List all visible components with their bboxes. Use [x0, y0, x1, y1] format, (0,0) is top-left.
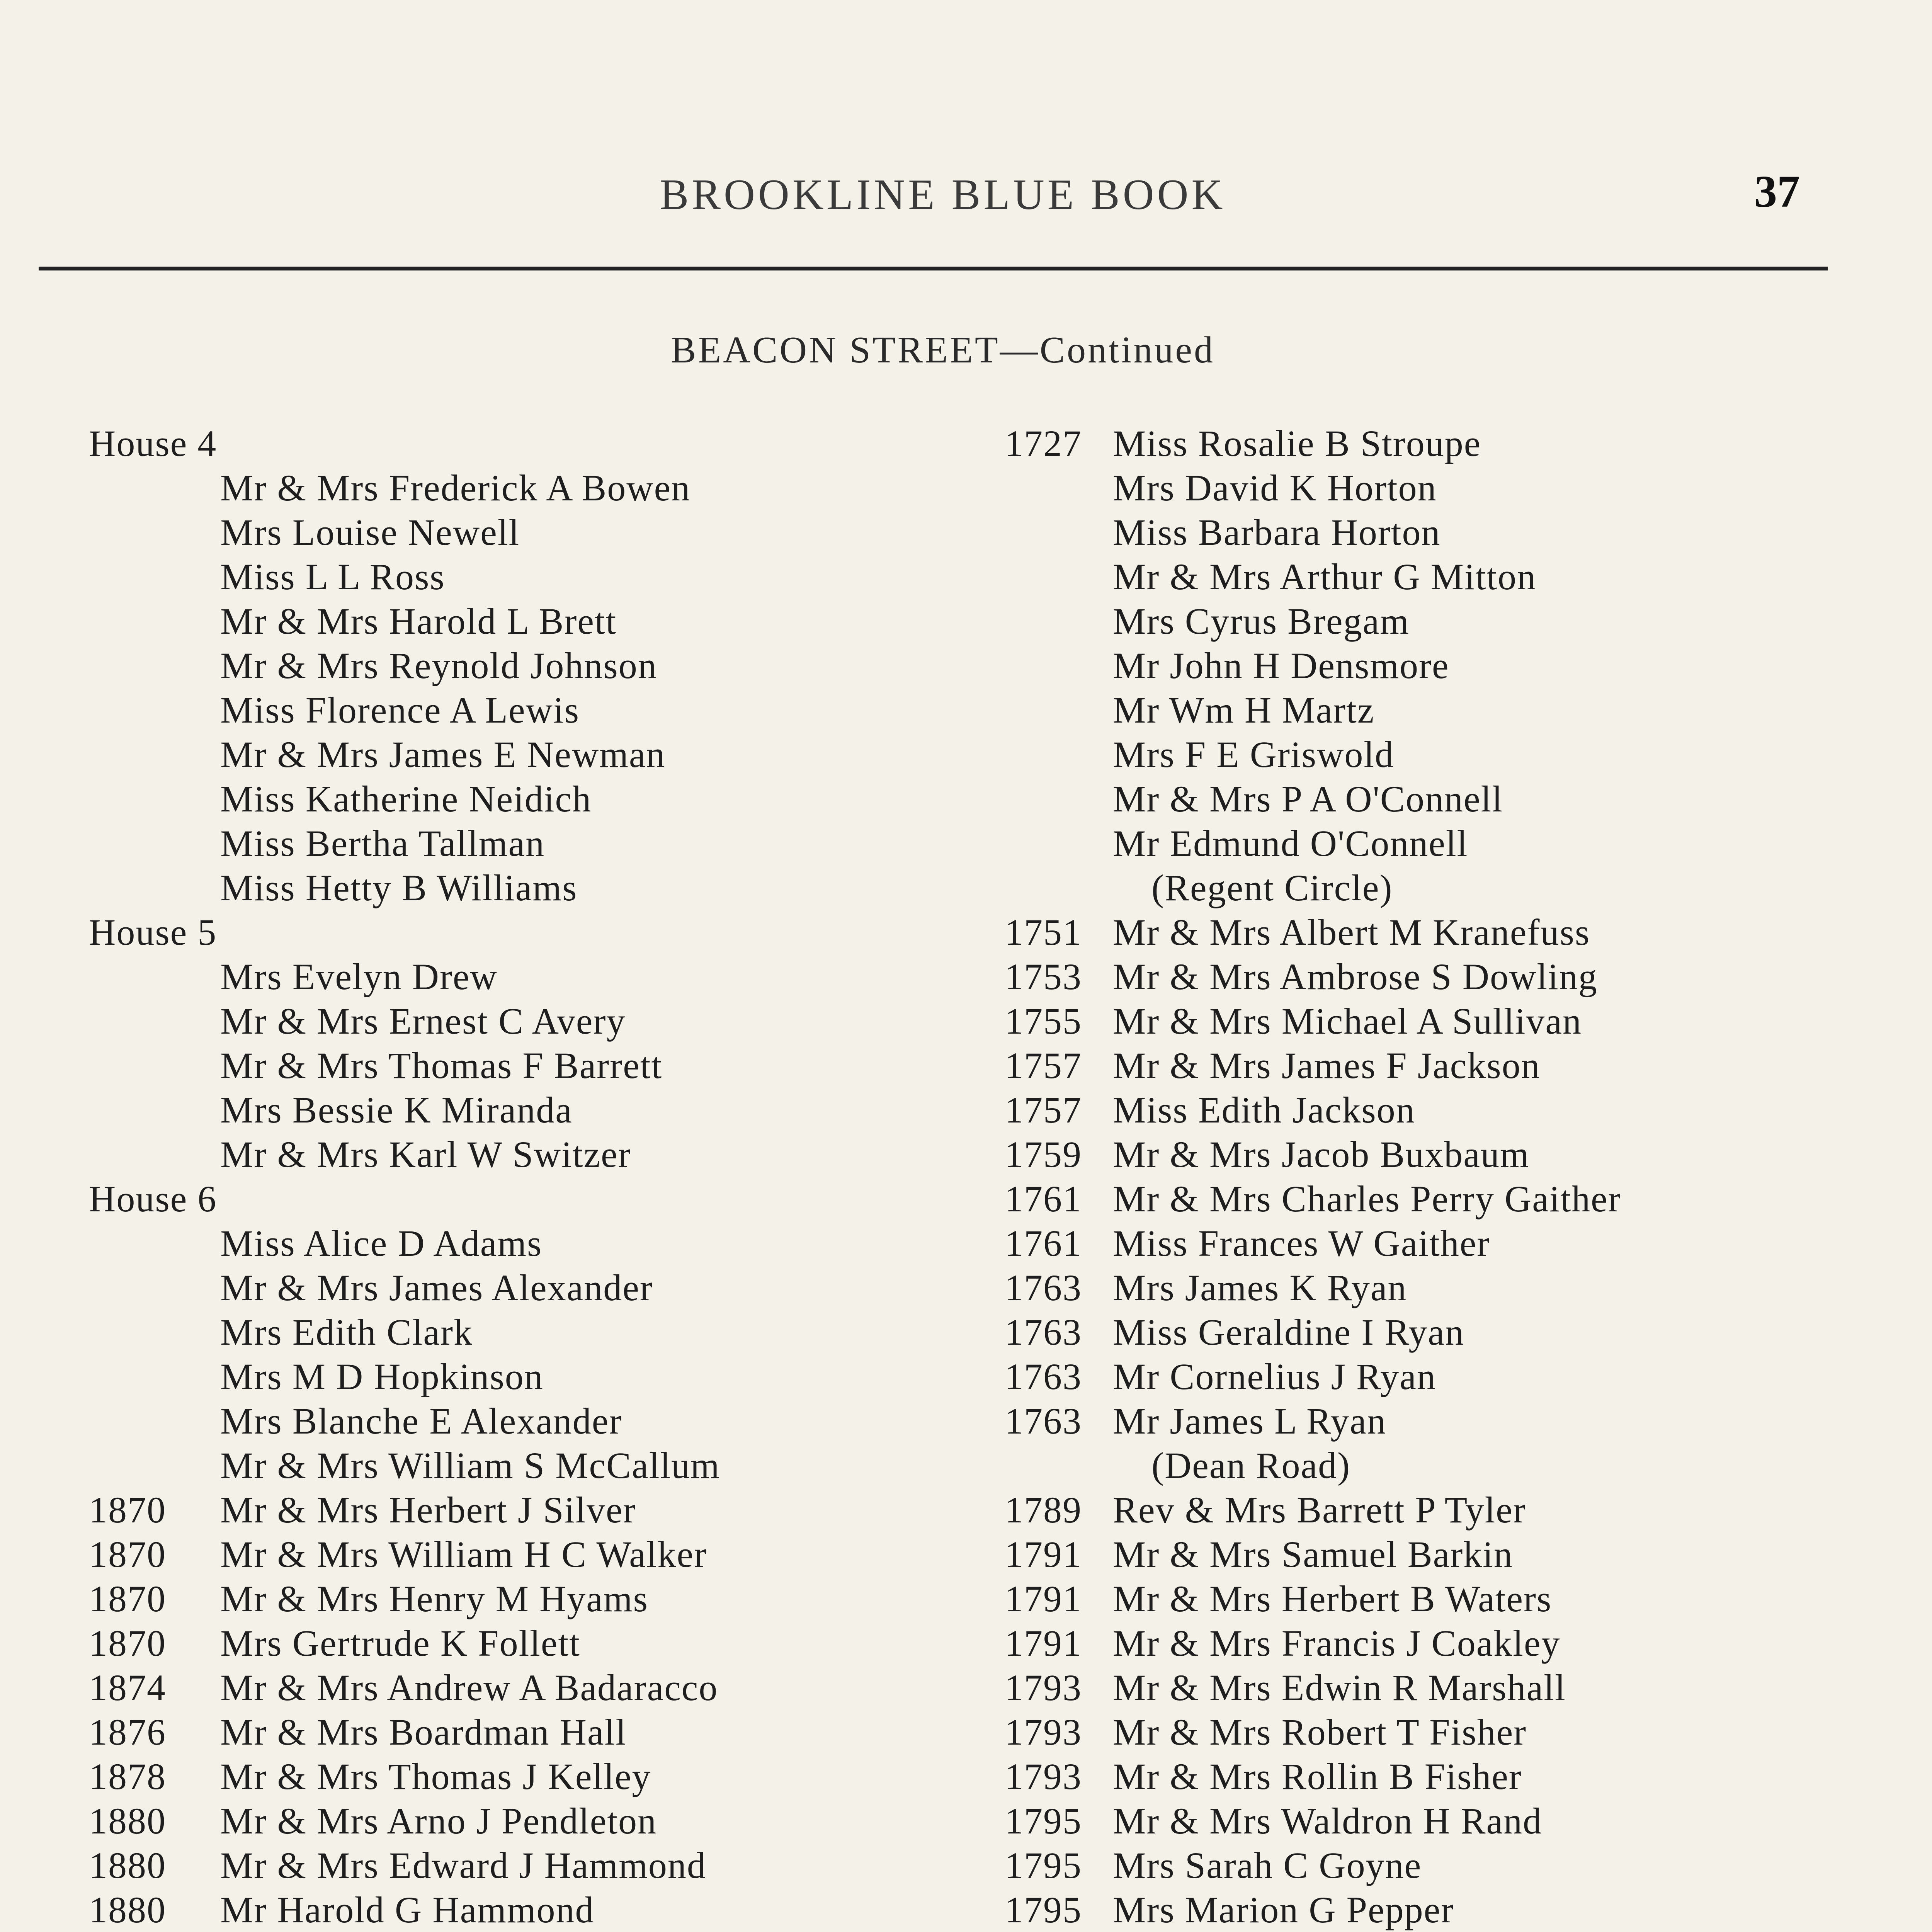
right-column	[985, 421, 1878, 1932]
house-number: 1793	[1005, 1756, 1082, 1797]
house-number: 1880	[89, 1800, 166, 1842]
directory-entry	[89, 1177, 958, 1221]
directory-entry	[89, 821, 958, 866]
house-number: 1880	[89, 1889, 166, 1930]
directory-entry	[985, 954, 1878, 999]
resident-name: Mr & Mrs Frederick A Bowen	[220, 467, 691, 509]
resident-name: Mrs M D Hopkinson	[220, 1356, 544, 1397]
directory-entry	[89, 1754, 958, 1799]
resident-name: Mrs Gertrude K Follett	[220, 1622, 580, 1664]
resident-name: Mr & Mrs Waldron H Rand	[1113, 1800, 1543, 1842]
directory-entry	[985, 1088, 1878, 1132]
resident-name: Miss Edith Jackson	[1113, 1089, 1415, 1131]
resident-name: Mr & Mrs Reynold Johnson	[220, 645, 657, 686]
resident-name: Mr Cornelius J Ryan	[1113, 1356, 1436, 1397]
resident-name: Mr & Mrs James Alexander	[220, 1267, 653, 1308]
directory-entry	[985, 643, 1878, 688]
resident-name: Mr & Mrs Herbert B Waters	[1113, 1578, 1552, 1619]
directory-entry	[985, 777, 1878, 821]
running-header	[0, 166, 1932, 247]
resident-name: Mrs Louise Newell	[220, 512, 520, 553]
house-number: 1755	[1005, 1000, 1082, 1042]
resident-name: Miss Geraldine I Ryan	[1113, 1311, 1464, 1353]
running-title: BROOKLINE BLUE BOOK	[660, 171, 1226, 219]
directory-entry	[89, 1088, 958, 1132]
directory-entry	[985, 866, 1878, 910]
directory-entry	[985, 599, 1878, 643]
directory-entry	[985, 999, 1878, 1043]
house-heading: House 6	[89, 1178, 217, 1219]
resident-name: Mr Harold G Hammond	[220, 1889, 595, 1930]
directory-entry	[89, 1310, 958, 1354]
directory-entry	[985, 554, 1878, 599]
resident-name: Mr & Mrs William H C Walker	[220, 1534, 707, 1575]
resident-name: Mr & Mrs Jacob Buxbaum	[1113, 1134, 1530, 1175]
directory-entry	[985, 1843, 1878, 1888]
resident-name: Mrs David K Horton	[1113, 467, 1437, 509]
house-number: 1876	[89, 1711, 166, 1753]
directory-entry	[985, 510, 1878, 554]
directory-entry	[985, 821, 1878, 866]
house-number: 1759	[1005, 1134, 1082, 1175]
cross-street-heading: (Regent Circle)	[1151, 867, 1393, 908]
resident-name: Mr & Mrs William S McCallum	[220, 1445, 720, 1486]
house-number: 1789	[1005, 1489, 1082, 1531]
resident-name: Mr & Mrs Samuel Barkin	[1113, 1534, 1513, 1575]
directory-entry	[89, 1265, 958, 1310]
directory-entry	[89, 1710, 958, 1754]
house-number: 1870	[89, 1578, 166, 1619]
directory-entry	[985, 1132, 1878, 1177]
directory-entry	[985, 1265, 1878, 1310]
house-number: 1763	[1005, 1311, 1082, 1353]
directory-entry	[89, 421, 958, 466]
directory-entry	[985, 1221, 1878, 1265]
directory-entry	[89, 466, 958, 510]
directory-entry	[89, 954, 958, 999]
house-number: 1874	[89, 1667, 166, 1708]
resident-name: Miss Florence A Lewis	[220, 689, 580, 731]
directory-entry	[89, 732, 958, 777]
directory-entry	[89, 1843, 958, 1888]
resident-name: Mr & Mrs Arthur G Mitton	[1113, 556, 1537, 597]
directory-entry	[89, 999, 958, 1043]
house-number: 1870	[89, 1622, 166, 1664]
resident-name: Mrs James K Ryan	[1113, 1267, 1407, 1308]
resident-name: Mr & Mrs Karl W Switzer	[220, 1134, 631, 1175]
directory-entry	[89, 1532, 958, 1577]
house-number: 1761	[1005, 1223, 1082, 1264]
directory-entry	[985, 466, 1878, 510]
resident-name: Miss L L Ross	[220, 556, 445, 597]
resident-name: Mrs Blanche E Alexander	[220, 1400, 622, 1442]
directory-entry	[89, 910, 958, 954]
house-number: 1793	[1005, 1667, 1082, 1708]
left-column	[89, 421, 958, 1932]
house-number: 1795	[1005, 1889, 1082, 1930]
house-number: 1795	[1005, 1800, 1082, 1842]
resident-name: Mr & Mrs Herbert J Silver	[220, 1489, 636, 1531]
house-number: 1751	[1005, 912, 1082, 953]
resident-name: Mr & Mrs Ambrose S Dowling	[1113, 956, 1598, 997]
resident-name: Rev & Mrs Barrett P Tyler	[1113, 1489, 1526, 1531]
resident-name: Miss Rosalie B Stroupe	[1113, 423, 1481, 464]
house-number: 1753	[1005, 956, 1082, 997]
directory-entry	[985, 1177, 1878, 1221]
directory-entry	[985, 1488, 1878, 1532]
directory-entry	[985, 1621, 1878, 1665]
resident-name: Mr & Mrs Harold L Brett	[220, 600, 617, 642]
house-number: 1793	[1005, 1711, 1082, 1753]
resident-name: Mr & Mrs Albert M Kranefuss	[1113, 912, 1590, 953]
directory-entry	[89, 1399, 958, 1443]
directory-entry	[89, 688, 958, 732]
directory-entry	[89, 643, 958, 688]
house-number: 1757	[1005, 1089, 1082, 1131]
resident-name: Mr & Mrs Henry M Hyams	[220, 1578, 648, 1619]
resident-name: Mr & Mrs Ernest C Avery	[220, 1000, 626, 1042]
house-number: 1727	[1005, 423, 1082, 464]
resident-name: Miss Frances W Gaither	[1113, 1223, 1490, 1264]
resident-name: Mrs Evelyn Drew	[220, 956, 498, 997]
resident-name: Mr & Mrs Robert T Fisher	[1113, 1711, 1527, 1753]
house-number: 1795	[1005, 1845, 1082, 1886]
house-number: 1870	[89, 1489, 166, 1531]
directory-entry	[89, 1443, 958, 1488]
resident-name: Mr & Mrs Michael A Sullivan	[1113, 1000, 1582, 1042]
directory-entry	[89, 1488, 958, 1532]
resident-name: Mr & Mrs Andrew A Badaracco	[220, 1667, 718, 1708]
resident-name: Mr & Mrs P A O'Connell	[1113, 778, 1503, 820]
resident-name: Miss Katherine Neidich	[220, 778, 592, 820]
resident-name: Mr & Mrs Charles Perry Gaither	[1113, 1178, 1621, 1219]
directory-entry	[985, 1754, 1878, 1799]
resident-name: Mr & Mrs James F Jackson	[1113, 1045, 1541, 1086]
directory-entry	[985, 421, 1878, 466]
resident-name: Mrs F E Griswold	[1113, 734, 1395, 775]
resident-name: Mr John H Densmore	[1113, 645, 1449, 686]
resident-name: Miss Alice D Adams	[220, 1223, 543, 1264]
header-rule	[39, 267, 1828, 270]
directory-entry	[89, 1132, 958, 1177]
resident-name: Mr & Mrs Boardman Hall	[220, 1711, 627, 1753]
resident-name: Mr & Mrs Edwin R Marshall	[1113, 1667, 1566, 1708]
resident-name: Mr & Mrs James E Newman	[220, 734, 666, 775]
house-number: 1791	[1005, 1578, 1082, 1619]
house-number: 1763	[1005, 1356, 1082, 1397]
directory-entry	[985, 688, 1878, 732]
resident-name: Mr Wm H Martz	[1113, 689, 1375, 731]
resident-name: Mr & Mrs Rollin B Fisher	[1113, 1756, 1522, 1797]
directory-entry	[89, 777, 958, 821]
house-heading: House 5	[89, 912, 217, 953]
directory-entry	[89, 554, 958, 599]
directory-entry	[89, 1888, 958, 1932]
directory-entry	[89, 1354, 958, 1399]
resident-name: Mr & Mrs Thomas F Barrett	[220, 1045, 663, 1086]
resident-name: Mrs Sarah C Goyne	[1113, 1845, 1422, 1886]
directory-entry	[89, 1799, 958, 1843]
directory-entry	[89, 599, 958, 643]
directory-entry	[985, 910, 1878, 954]
directory-entry	[89, 1577, 958, 1621]
house-number: 1791	[1005, 1622, 1082, 1664]
house-number: 1878	[89, 1756, 166, 1797]
directory-entry	[89, 1665, 958, 1710]
house-number: 1763	[1005, 1267, 1082, 1308]
house-number: 1761	[1005, 1178, 1082, 1219]
directory-entry	[985, 1399, 1878, 1443]
directory-entry	[985, 732, 1878, 777]
directory-entry	[985, 1888, 1878, 1932]
directory-entry	[985, 1665, 1878, 1710]
section-title: BEACON STREET—Continued	[670, 329, 1215, 371]
resident-name: Mr & Mrs Francis J Coakley	[1113, 1622, 1561, 1664]
resident-name: Mr & Mrs Thomas J Kelley	[220, 1756, 651, 1797]
resident-name: Mr James L Ryan	[1113, 1400, 1386, 1442]
resident-name: Mr & Mrs Edward J Hammond	[220, 1845, 706, 1886]
directory-entry	[985, 1310, 1878, 1354]
directory-entry	[89, 510, 958, 554]
house-number: 1880	[89, 1845, 166, 1886]
directory-entry	[985, 1532, 1878, 1577]
resident-name: Miss Bertha Tallman	[220, 823, 545, 864]
resident-name: Mr Edmund O'Connell	[1113, 823, 1468, 864]
directory-entry	[985, 1043, 1878, 1088]
page-number: 37	[1754, 166, 1800, 217]
resident-name: Mrs Marion G Pepper	[1113, 1889, 1454, 1930]
directory-entry	[985, 1443, 1878, 1488]
directory-entry	[985, 1710, 1878, 1754]
house-number: 1791	[1005, 1534, 1082, 1575]
resident-name: Miss Hetty B Williams	[220, 867, 578, 908]
house-number: 1870	[89, 1534, 166, 1575]
resident-name: Mrs Cyrus Bregam	[1113, 600, 1410, 642]
directory-entry	[985, 1799, 1878, 1843]
directory-entry	[985, 1354, 1878, 1399]
resident-name: Mr & Mrs Arno J Pendleton	[220, 1800, 657, 1842]
resident-name: Miss Barbara Horton	[1113, 512, 1441, 553]
directory-entry	[89, 1621, 958, 1665]
house-number: 1757	[1005, 1045, 1082, 1086]
cross-street-heading: (Dean Road)	[1151, 1445, 1351, 1486]
directory-entry	[89, 1221, 958, 1265]
directory-entry	[89, 866, 958, 910]
resident-name: Mrs Edith Clark	[220, 1311, 473, 1353]
resident-name: Mrs Bessie K Miranda	[220, 1089, 573, 1131]
house-heading: House 4	[89, 423, 217, 464]
directory-entry	[985, 1577, 1878, 1621]
house-number: 1763	[1005, 1400, 1082, 1442]
directory-entry	[89, 1043, 958, 1088]
